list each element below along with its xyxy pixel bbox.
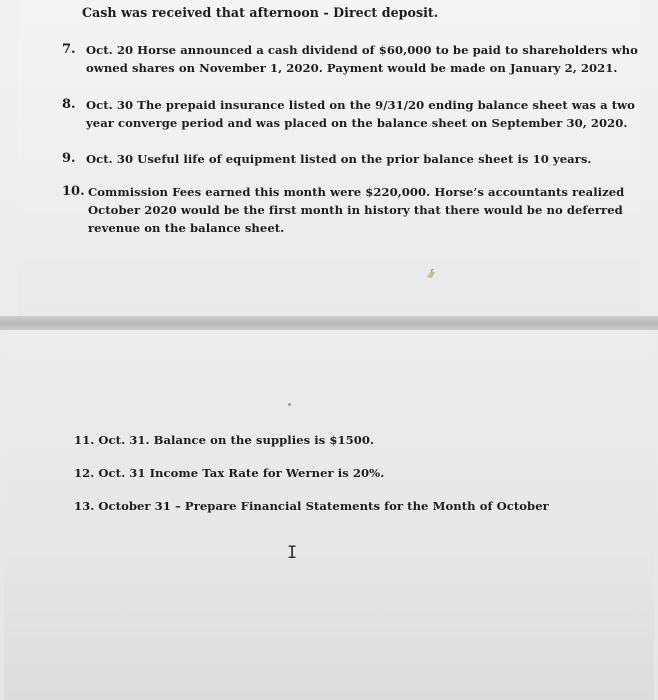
item-number-9: 9. [62,151,76,166]
item-8-line-1: Oct. 30 The prepaid insurance listed on the 9/31/20 ending balance sheet was a two [86,98,635,112]
item-10-line-1: Commission Fees earned this month were $220,000. Horse’s accountants realized [88,185,625,199]
item-10-line-3: revenue on the balance sheet. [88,221,285,235]
item-8-line-2: year converge period and was placed on the balance sheet on September 30, 2020. [86,116,628,130]
pen-mark-icon [425,268,437,280]
item-number-10: 10. [62,184,85,199]
document-page-bottom [4,330,654,700]
page-divider [0,316,658,330]
item-7-line-1: Oct. 20 Horse announced a cash dividend of $60,000 to be paid to shareholders who [86,43,638,57]
item-number-7: 7. [62,42,76,57]
text-cursor-icon: I [287,543,298,563]
dust-speck [288,403,291,406]
item-12-line: 12. Oct. 31 Income Tax Rate for Werner is 20%. [74,466,385,480]
item-9-line-1: Oct. 30 Useful life of equipment listed on the prior balance sheet is 10 years. [86,152,592,166]
item-number-8: 8. [62,97,76,112]
item-10-line-2: October 2020 would be the first month in history that there would be no deferred [88,203,623,217]
item-13-line: 13. October 31 – Prepare Financial Statements for the Month of October [74,499,549,513]
item-11-line: 11. Oct. 31. Balance on the supplies is $1500. [74,433,375,447]
item-7-line-2: owned shares on November 1, 2020. Payment would be made on January 2, 2021. [86,61,618,75]
header-line: Cash was received that afternoon - Direct deposit. [82,5,439,20]
